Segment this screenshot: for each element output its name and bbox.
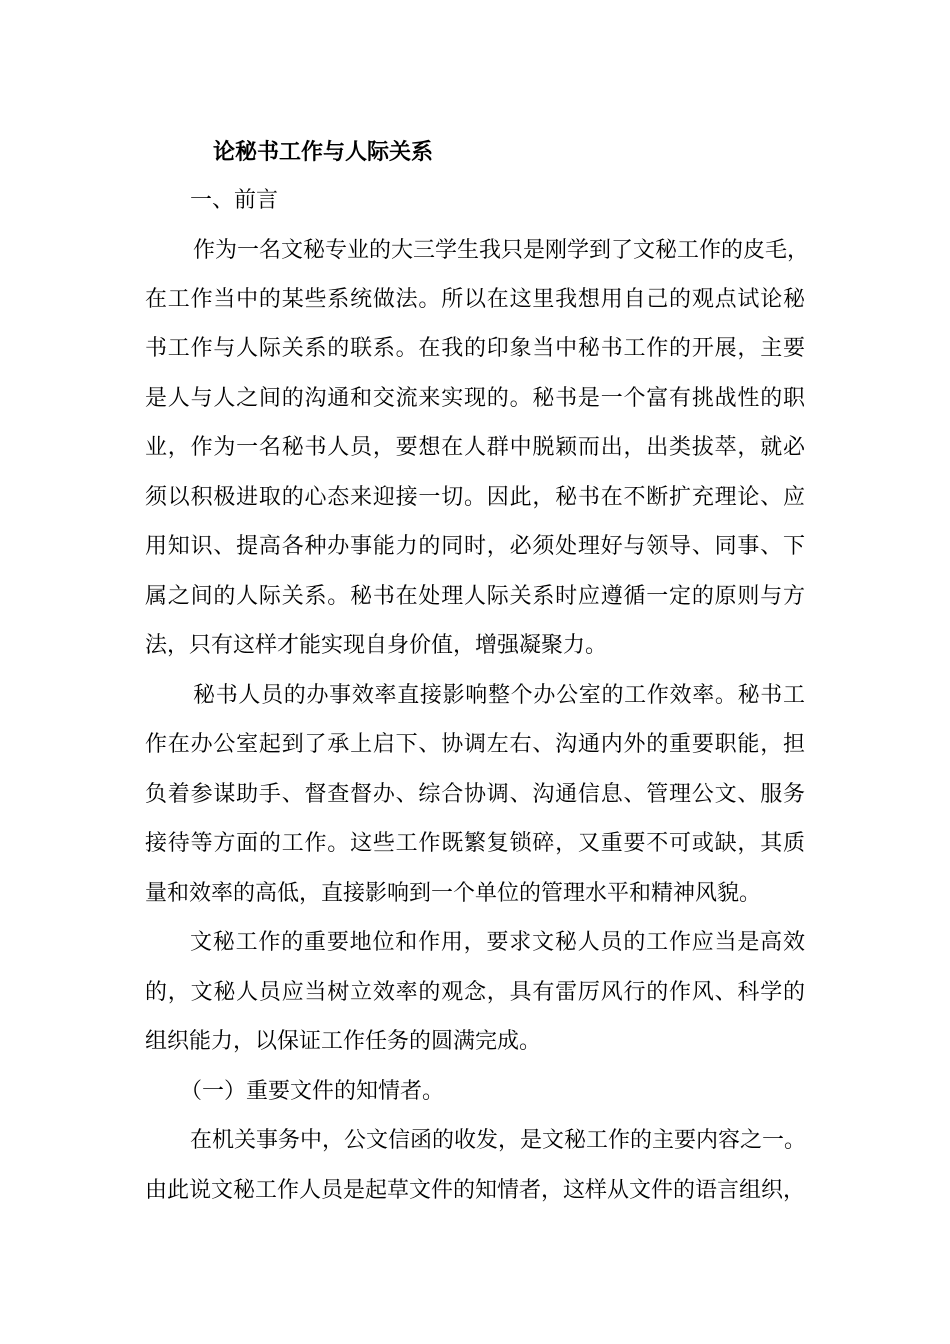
section-heading-preface: 一、前言 xyxy=(190,188,279,213)
paragraph-line: 业，作为一名秘书人员，要想在人群中脱颖而出，出类拔萃，就必 xyxy=(145,435,805,460)
paragraph-line: 量和效率的高低，直接影响到一个单位的管理水平和精神风貌。 xyxy=(145,881,762,906)
paragraph-line: 在机关事务中，公文信函的收发，是文秘工作的主要内容之一。 xyxy=(190,1128,807,1153)
subheading-important-documents: （一）重要文件的知情者。 xyxy=(180,1079,445,1104)
paragraph-line: 秘书人员的办事效率直接影响整个办公室的工作效率。秘书工 xyxy=(193,683,805,708)
paragraph-line: 是人与人之间的沟通和交流来实现的。秘书是一个富有挑战性的职 xyxy=(145,386,805,411)
paragraph-line: 作在办公室起到了承上启下、协调左右、沟通内外的重要职能，担 xyxy=(145,732,805,757)
paragraph-line: 法，只有这样才能实现自身价值，增强凝聚力。 xyxy=(145,633,608,658)
paragraph-line: 须以积极进取的心态来迎接一切。因此，秘书在不断扩充理论、应 xyxy=(145,485,805,510)
document-title: 论秘书工作与人际关系 xyxy=(213,139,434,165)
paragraph-line: 由此说文秘工作人员是起草文件的知情者，这样从文件的语言组织， xyxy=(145,1178,806,1203)
paragraph-line: 接待等方面的工作。这些工作既繁复锁碎，又重要不可或缺，其质 xyxy=(145,831,805,856)
paragraph-line: 书工作与人际关系的联系。在我的印象当中秘书工作的开展，主要 xyxy=(145,336,805,361)
paragraph-line: 负着参谋助手、督查督办、综合协调、沟通信息、管理公文、服务 xyxy=(145,782,805,807)
paragraph-line: 的，文秘人员应当树立效率的观念，具有雷厉风行的作风、科学的 xyxy=(145,980,805,1005)
paragraph-line: 组织能力，以保证工作任务的圆满完成。 xyxy=(145,1029,542,1054)
paragraph-line: 属之间的人际关系。秘书在处理人际关系时应遵循一定的原则与方 xyxy=(145,584,805,609)
paragraph-line: 在工作当中的某些系统做法。所以在这里我想用自己的观点试论秘 xyxy=(145,287,805,312)
paragraph-line: 用知识、提高各种办事能力的同时，必须处理好与领导、同事、下 xyxy=(145,534,805,559)
paragraph-line: 作为一名文秘专业的大三学生我只是刚学到了文秘工作的皮毛， xyxy=(193,238,810,263)
paragraph-line: 文秘工作的重要地位和作用，要求文秘人员的工作应当是高效 xyxy=(190,930,805,955)
